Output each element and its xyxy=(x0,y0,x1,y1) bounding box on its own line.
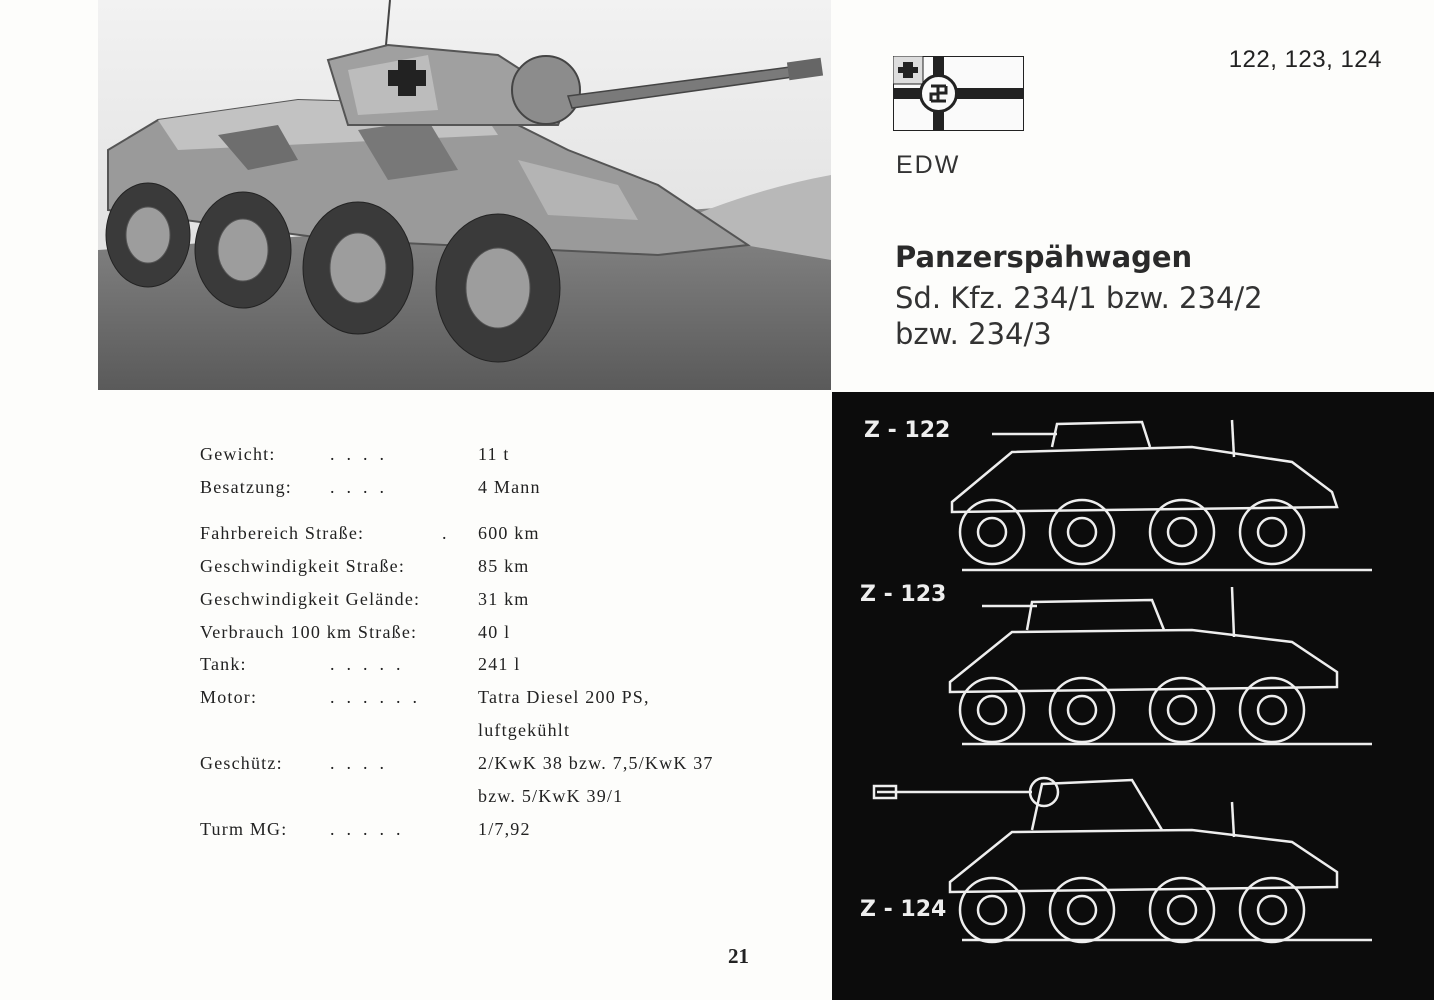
vehicle-silhouettes xyxy=(832,392,1434,1000)
spec-label: Geschütz: xyxy=(200,753,283,773)
spec-label: Gewicht: xyxy=(200,444,276,464)
silhouette-z124 xyxy=(874,778,1372,942)
page-references: 122, 123, 124 xyxy=(1228,46,1382,73)
leader-dots: ...... xyxy=(330,687,429,707)
leader-dots: ..... xyxy=(330,819,413,839)
spec-label: Besatzung: xyxy=(200,477,292,497)
spec-label: Verbrauch 100 km Straße: xyxy=(200,622,418,642)
spec-value: 85 km xyxy=(478,556,530,576)
silhouette-label-z124: Z - 124 xyxy=(860,897,947,922)
page-number: 21 xyxy=(728,944,749,968)
leader-dots: . xyxy=(442,523,459,543)
spec-label: Geschwindigkeit Gelände: xyxy=(200,589,421,609)
vehicle-title: Panzerspähwagen xyxy=(895,240,1193,274)
spec-value: 40 l xyxy=(478,622,511,642)
country-code: EDW xyxy=(896,151,961,179)
spec-value: 600 km xyxy=(478,523,540,543)
silhouette-z122 xyxy=(952,420,1372,570)
spec-value: bzw. 5/KwK 39/1 xyxy=(478,786,624,806)
leader-dots: .... xyxy=(330,444,396,464)
spec-value: 11 t xyxy=(478,444,510,464)
spec-label: Fahrbereich Straße: xyxy=(200,523,365,543)
silhouette-label-z123: Z - 123 xyxy=(860,582,947,607)
silhouette-panel xyxy=(832,392,1434,1000)
armored-car-photo xyxy=(98,0,831,390)
spec-value: Tatra Diesel 200 PS, xyxy=(478,687,650,707)
vehicle-subtitle: Sd. Kfz. 234/1 bzw. 234/2 bzw. 234/3 xyxy=(895,281,1263,351)
leader-dots: .... xyxy=(330,753,396,773)
spec-value: 31 km xyxy=(478,589,530,609)
spec-value: 1/7,92 xyxy=(478,819,531,839)
spec-label: Turm MG: xyxy=(200,819,288,839)
spec-label: Motor: xyxy=(200,687,258,707)
war-ensign-flag-icon xyxy=(893,56,1024,131)
silhouette-label-z122: Z - 122 xyxy=(864,418,951,443)
spec-value: 4 Mann xyxy=(478,477,541,497)
leader-dots: .... xyxy=(330,477,396,497)
spec-value: 2/KwK 38 bzw. 7,5/KwK 37 xyxy=(478,753,714,773)
spec-label: Tank: xyxy=(200,654,247,674)
silhouette-z123 xyxy=(950,587,1372,744)
leader-dots: ..... xyxy=(330,654,413,674)
spec-value: luftgekühlt xyxy=(478,720,571,740)
spec-value: 241 l xyxy=(478,654,521,674)
spec-label: Geschwindigkeit Straße: xyxy=(200,556,406,576)
